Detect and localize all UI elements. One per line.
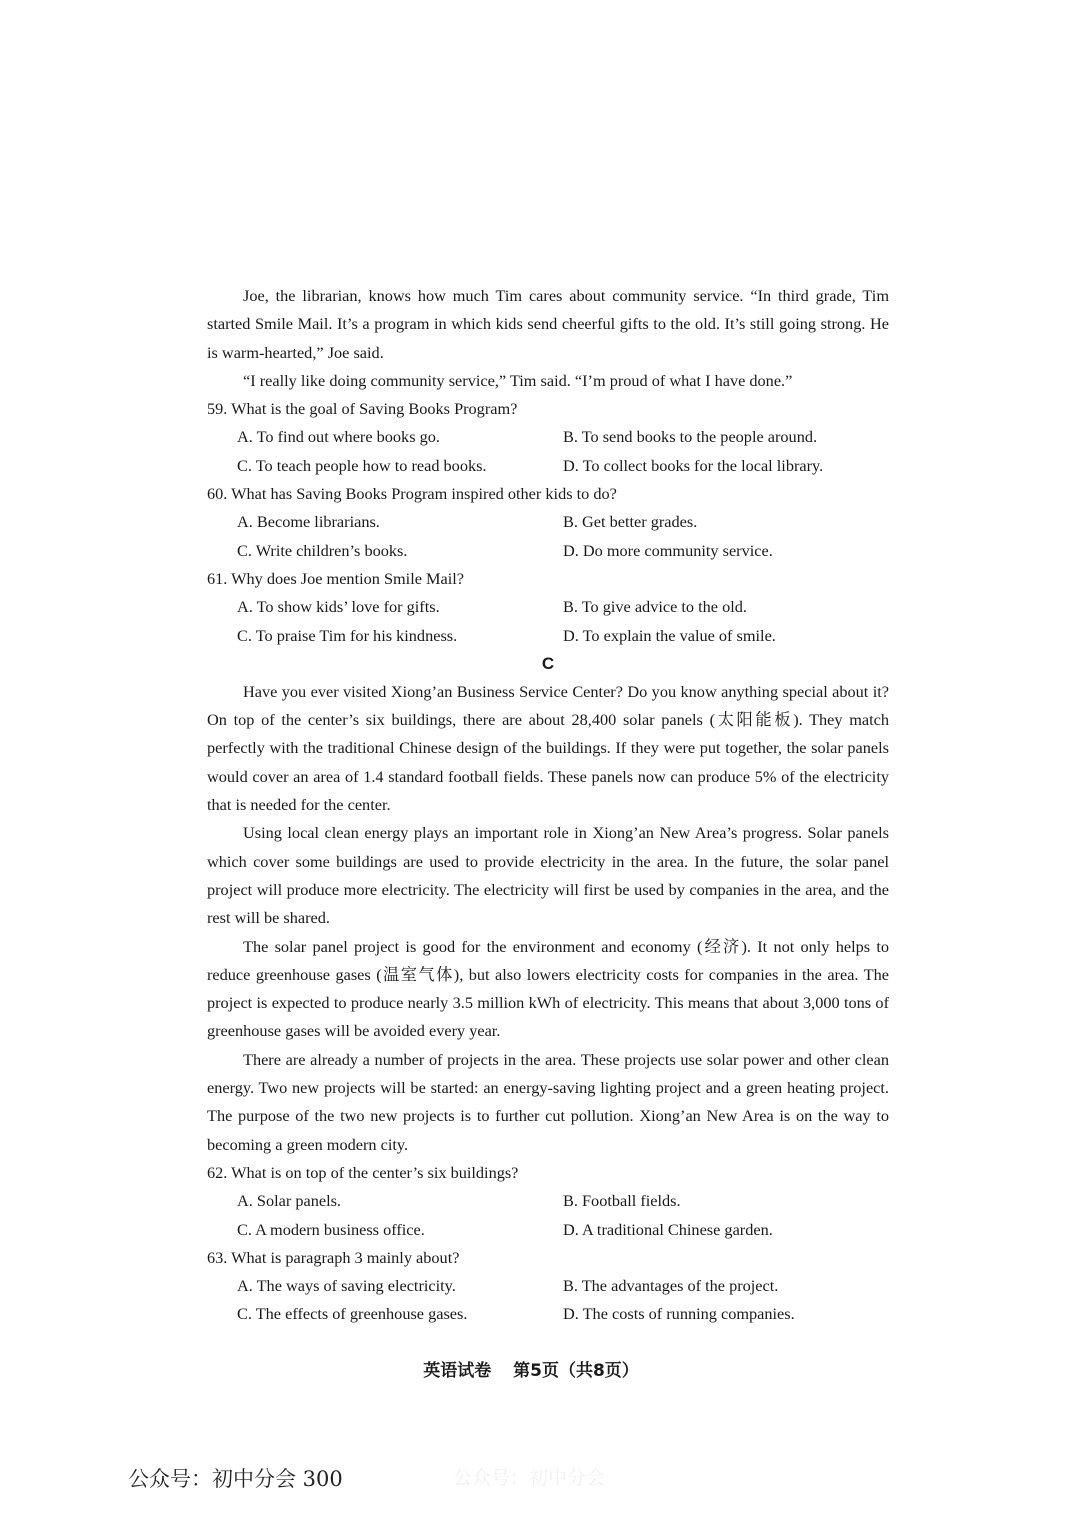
question-stem: 63. What is paragraph 3 mainly about? — [207, 1247, 460, 1267]
question-59 — [207, 395, 889, 480]
option-b: B. The advantages of the project. — [563, 1276, 779, 1296]
option-c: C. The effects of greenhouse gases. — [237, 1304, 468, 1324]
page-content — [207, 282, 889, 1329]
watermark-account: 公众号：初中分会 300 — [128, 1467, 343, 1491]
option-grid — [237, 508, 889, 565]
option-b: B. To send books to the people around. — [563, 427, 818, 447]
option-a: A. To find out where books go. — [237, 427, 440, 447]
passage-b-paragraph: “I really like doing community service,” Tim said. “I’m proud of what I have done.” — [243, 370, 793, 390]
option-a: A. The ways of saving electricity. — [237, 1276, 456, 1296]
question-62 — [207, 1159, 889, 1244]
option-d: D. The costs of running companies. — [563, 1304, 795, 1324]
option-grid — [237, 1272, 889, 1329]
question-stem: 59. What is the goal of Saving Books Program? — [207, 399, 518, 419]
question-60 — [207, 480, 889, 565]
option-b: B. To give advice to the old. — [563, 597, 747, 617]
page-footer — [0, 1356, 1062, 1381]
passage-c-paragraph: Have you ever visited Xiong’an Business Service Center? Do you know anything special about it? On top of the center’s six buildings, there are about 28,400 solar panels (太阳能板). They match perfectly with the traditional Chinese design of the buildings. If they were put together, the solar panels would cover an area of 1.4 standard football fields. These panels now can produce 5% of the electricity that is needed for the center. — [207, 681, 889, 815]
option-c: C. A modern business office. — [237, 1219, 425, 1239]
question-stem: 61. Why does Joe mention Smile Mail? — [207, 568, 465, 588]
watermark-faint: 公众号：初中分会 — [453, 1467, 606, 1489]
passage-c-paragraph: Using local clean energy plays an important role in Xiong’an New Area’s progress. Solar panels which cover some buildings are used to provide electricity in the area. In the future, the solar panel project will produce more electricity. The electricity will first be used by companies in the area, and the rest will be shared. — [207, 823, 889, 928]
option-d: D. To collect books for the local library. — [563, 455, 824, 475]
passage-c-paragraph: There are already a number of projects in the area. These projects use solar power and other clean energy. Two new projects will be started: an energy-saving lighting project and a green heating project. The purpose of the two new projects is to further cut pollution. Xiong’an New Area is on the way to becoming a green modern city. — [207, 1049, 889, 1154]
option-c: C. To teach people how to read books. — [237, 455, 487, 475]
option-c: C. Write children’s books. — [237, 540, 408, 560]
footer-page-number: 第5页（共8页） — [513, 1361, 639, 1381]
question-63 — [207, 1244, 889, 1329]
option-a: A. Solar panels. — [237, 1191, 341, 1211]
option-d: D. Do more community service. — [563, 540, 773, 560]
section-label: C — [541, 653, 555, 673]
passage-b-paragraph: Joe, the librarian, knows how much Tim cares about community service. “In third grade, Tim started Smile Mail. It’s a program in which kids send cheerful gifts to the old. It’s still going strong. He is warm-hearted,” Joe said. — [207, 286, 889, 362]
footer-subject: 英语试卷 — [423, 1361, 492, 1381]
option-a: A. Become librarians. — [237, 512, 380, 532]
option-a: A. To show kids’ love for gifts. — [237, 597, 440, 617]
passage-c-paragraph: The solar panel project is good for the environment and economy (经济). It not only helps to reduce greenhouse gases (温室气体), but also lowers electricity costs for companies in the area. The project is expected to produce nearly 3.5 million kWh of electricity. This means that about 3,000 tons of greenhouse gases will be avoided every year. — [207, 936, 889, 1041]
option-b: B. Football fields. — [563, 1191, 681, 1211]
option-grid — [237, 1187, 889, 1244]
option-d: D. To explain the value of smile. — [563, 625, 776, 645]
option-c: C. To praise Tim for his kindness. — [237, 625, 458, 645]
option-d: D. A traditional Chinese garden. — [563, 1219, 773, 1239]
option-grid — [237, 593, 889, 650]
option-grid — [237, 423, 889, 480]
option-b: B. Get better grades. — [563, 512, 698, 532]
question-61 — [207, 565, 889, 650]
question-stem: 62. What is on top of the center’s six buildings? — [207, 1162, 519, 1182]
question-stem: 60. What has Saving Books Program inspired other kids to do? — [207, 484, 617, 504]
